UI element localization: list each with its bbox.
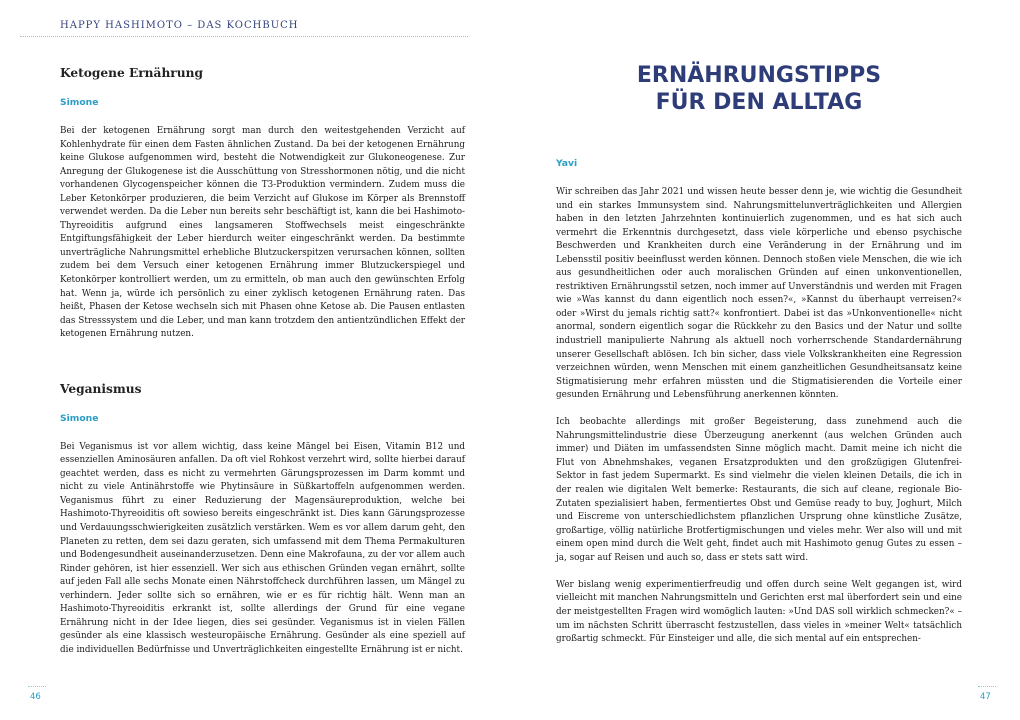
section-title-ketogen: Ketogene Ernährung — [60, 66, 203, 80]
folio-dots — [978, 686, 996, 687]
author-label: Yavi — [556, 158, 578, 169]
author-label: Simone — [60, 97, 99, 108]
page-number: 47 — [980, 692, 991, 702]
paragraph: Bei der ketogenen Ernährung sorgt man durch den weitestgehenden Verzicht auf Kohlenhydrate für einen dem Fasten ähnlichen Zustand. Da bei der ketogenen Ernährung keine Glukose aufgenommen wird, besteht die Notwendigkeit zur Glukoneogenese. Zur Anregung der Glukogenese ist die Ausschüttung von Stresshormonen nötig, und die nicht vorhandenen Glycogenspeicher können die T3-Produktion vermindern. Zudem muss die Leber Ketonkörper produzieren, die beim Verzicht auf Glukose im Körper als Brennstoff verwendet werden. Da die Leber nun bereits sehr beschäftigt ist, kann die bei Hashimoto-Thyreoiditis aufgrund eines langsameren Stoffwechsels meist eingeschränkte Entgiftungsfähigkeit der Leber hierdurch weiter eingeschränkt werden. Da bestimmte unverträgliche Nahrungsmittel erhebliche Blutzuckerspitzen verursachen können, sollten zudem bei dem Versuch einer ketogenen Ernährung immer Blutzuckerspiegel und Ketonkörper kontrolliert werden, um zu ermitteln, ob man auch den gewünschten Erfolg hat. Wenn ja, würde ich persönlich zu einer zyklisch ketogenen Ernährung raten. Das heißt, Phasen der Ketose wechseln sich mit Phasen ohne Ketose ab. Die Pausen entlasten das Stresssystem und die Leber, und man kann trotzdem den antientzündlichen Effekt der ketogenen Ernährung nutzen. — [60, 126, 465, 340]
running-head: HAPPY HASHIMOTO – DAS KOCHBUCH — [60, 20, 299, 31]
paragraph: Bei Veganismus ist vor allem wichtig, dass keine Mängel bei Eisen, Vitamin B12 und essenziellen Aminosäuren anfallen. Da oft viel Rohkost verzehrt wird, sollte hierbei darauf geachtet werden, dass es nicht zu vermehrten Gärungsprozessen im Darm kommt und nicht zu viele Antinährstoffe wie Phytinsäure in Süßkartoffeln aufgenommen werden. Veganismus führt zu einer Reduzierung der Magensäureproduktion, welche bei Hashimoto-Thyreoiditis oft sowieso bereits eingeschränkt ist. Dies kann Gärungsprozesse und Verdauungsschwierigkeiten zusätzlich verstärken. Wem es vor allem darum geht, den Planeten zu retten, dem sei dazu geraten, sich umfassend mit dem Thema Permakulturen und Bodengesundheit auseinanderzusetzen. Denn eine Makrofauna, zu der vor allem auch Rinder gehören, ist hier essenziell. Wer sich aus ethischen Gründen vegan ernährt, sollte auf jeden Fall alle sechs Monate einen Nährstoffcheck durchführen lassen, um Mängel zu verhindern. Jeder sollte sich so ernähren, wie er es für richtig hält. Wenn man an Hashimoto-Thyreoiditis erkrankt ist, sollte allerdings der Grund für eine vegane Ernährung nicht in der Idee liegen, dies sei gesünder. Veganismus ist in vielen Fällen gesünder als eine klassisch westeuropäische Ernährung. Gesünder als eine speziell auf die individuellen Bedürfnisse und Unverträglichkeiten eingestellte Ernährung ist er nicht. — [60, 441, 465, 655]
paragraph: Wer bislang wenig experimentierfreudig und offen durch seine Welt gegangen ist, wird vielleicht mit manchen Nahrungsmitteln und Gerichten erst mal überfordert sein und eine der meistgestellten Fragen wird womöglich lauten: »Und DAS soll wirklich schmecken?« – um im nächsten Schritt überrascht festzustellen, dass vieles in »meiner Welt« tatsächlich großartig schmeckt. Für Einsteiger und alle, die sich mental auf ein entsprechen- — [556, 579, 962, 645]
author-label: Simone — [60, 412, 99, 424]
right-page — [510, 0, 1020, 720]
paragraph: Ich beobachte allerdings mit großer Begeisterung, dass zunehmend auch die Nahrungsmittelindustrie diese Überzeugung anerkennt (aus welchen Gründen auch immer) und Diäten im umfassendsten Sinne möglich macht. Damit meine ich nicht die Flut von Abnehmshakes, veganen Ersatzprodukten und den großzügigen Glutenfrei-Sektor in fast jedem Supermarkt. Es sind vielmehr die vielen kleinen Details, die ich in der realen wie digitalen Welt bemerke: Restaurants, die sich auf cleane, regionale Bio-Zutaten spezialisiert haben, fermentiertes Obst und Gemüse ready to buy, Joghurt, Milch und Eiscreme von unterschiedlichstem pflanzlichen Ursprung ohne künstliche Zusätze, großartige, völlig natürliche Brotfertigmischungen und vieles mehr. Wer also will und mit einem open mind durch die Welt geht, findet auch mit Hashimoto genug Gutes zu essen – ja, sogar auf Reisen und auch so, dass er stets satt wird. — [556, 417, 962, 563]
page-number: 46 — [30, 692, 41, 702]
chapter-title-line-1: ERNÄHRUNGSTIPPS — [636, 63, 882, 88]
running-head-rule — [20, 36, 468, 37]
folio-dots — [28, 686, 46, 687]
right-column — [556, 62, 962, 647]
chapter-title-line-2: FÜR DEN ALLTAG — [655, 90, 863, 115]
paragraph: Wir schreiben das Jahr 2021 und wissen heute besser denn je, wie wichtig die Gesundheit und ein starkes Immunsystem sind. Nahrungsmittelunverträglichkeiten und Allergien haben in den letzten Jahrzehnten kontinuierlich zugenommen, und es hat sich auch vermehrt die Erkenntnis durchgesetzt, dass viele körperliche und ebenso psychische Beschwerden und Krankheiten durch eine Veränderung in der Ernährung und im Lebensstil positiv beeinflusst werden können. Dennoch stoßen viele Menschen, die wie ich aus gesundheitlichen oder auch moralischen Gründen auf einen unkonventionellen, restriktiven Ernährungsstil setzen, noch immer auf Unverständnis und werden mit Fragen wie »Was kannst du dann eigentlich noch essen?«, »Kannst du überhaupt verreisen?« oder »Wirst du jemals richtig satt?« konfrontiert. Dabei ist das »Unkonventionelle« nicht anormal, sondern eigentlich sogar die Rückkehr zu den Basics und der Natur und sollte industriell manipulierte Nahrung als aktuell noch vorherrschende Standardernährung unserer Gesellschaft ablösen. Ich bin sicher, dass viele Volkskrankheiten eine Regression verzeichnen würden, wenn Menschen mit einem ganzheitlichen Gesundheitsansatz keine Stigmatisierung mehr erfahren müssten und die Stigmatisierenden die Vorteile einer gesunden Ernährung und Lebensführung anerkennen könnten. — [556, 187, 962, 401]
section-title-veganismus: Veganismus — [60, 381, 142, 396]
left-column — [60, 66, 465, 658]
chapter-title — [556, 62, 962, 116]
